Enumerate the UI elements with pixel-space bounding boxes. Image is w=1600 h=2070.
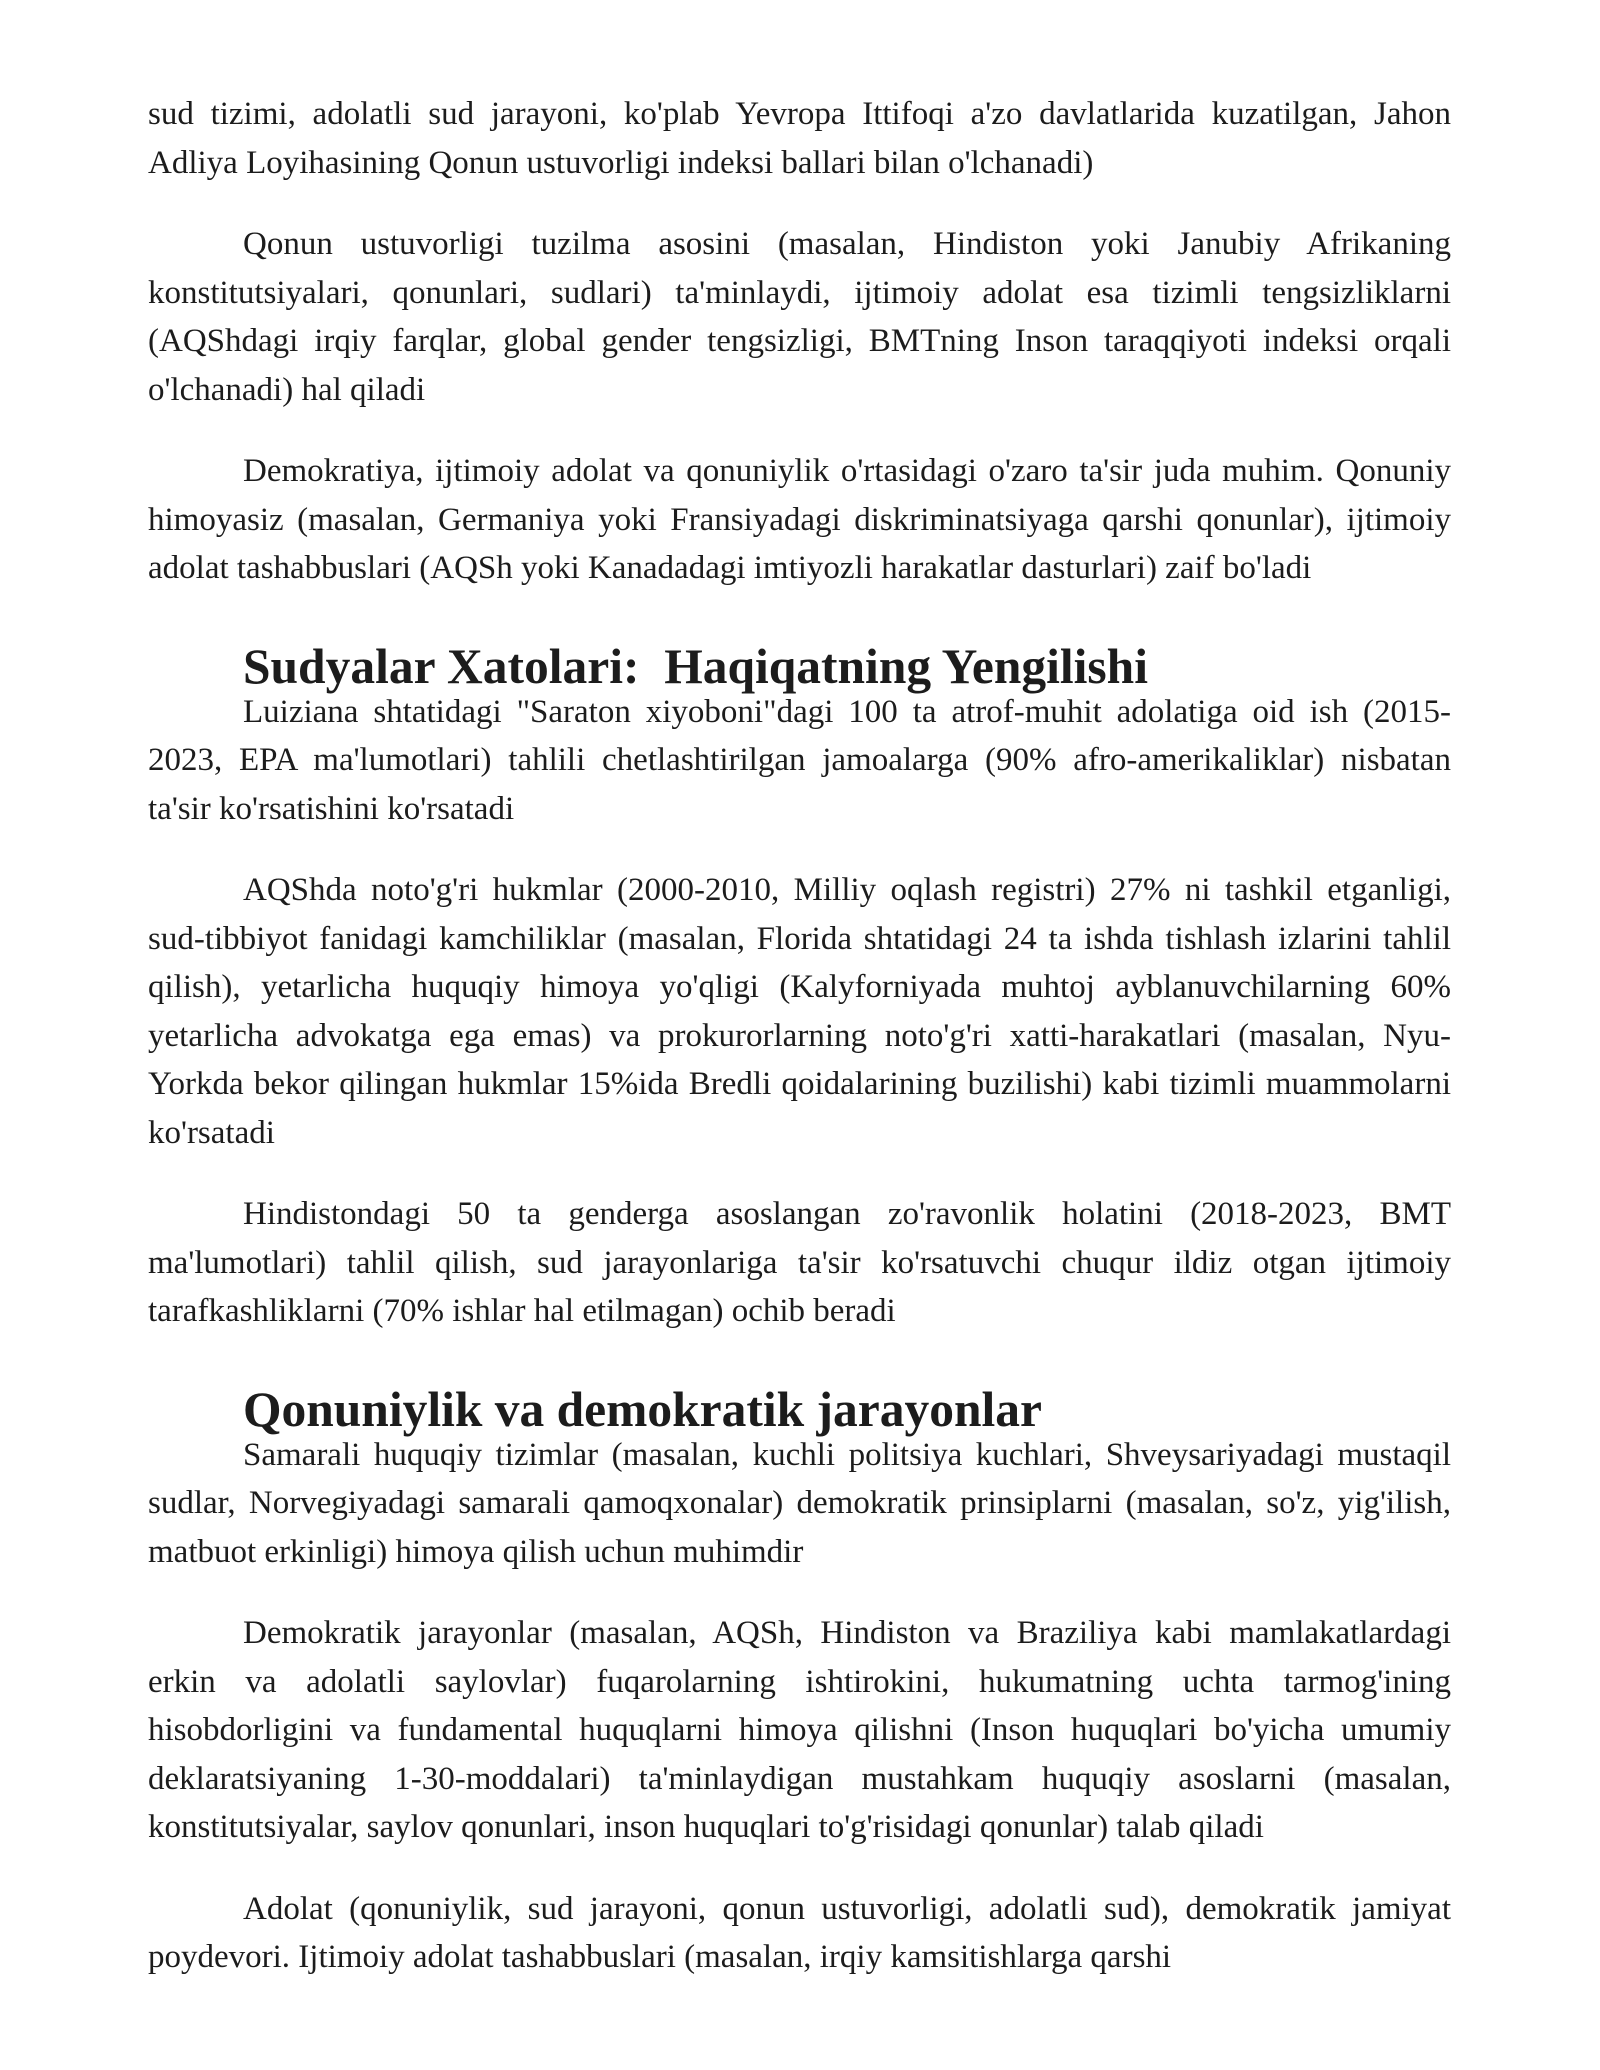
body-paragraph: Adolat (qonuniylik, sud jarayoni, qonun ustuvorligi, adolatli sud), demokratik jamiyat poydevori. Ijtimoiy adolat tashabbuslari (masalan, irqiy kamsitishlarga qarshi [148, 1890, 1451, 1975]
section-heading: Qonuniylik va demokratik jarayonlar [243, 1381, 1042, 1437]
body-paragraph: Hindistondagi 50 ta genderga asoslangan zo'ravonlik holatini (2018-2023, BMT ma'lumotlari) tahlil qilish, sud jarayonlariga ta'sir ko'rsatuvchi chuqur ildiz otgan ijtimoiy tarafkashliklarni (70% ishlar hal etilmagan) ochib beradi [148, 1196, 1451, 1329]
body-paragraph: Demokratiya, ijtimoiy adolat va qonuniylik o'rtasidagi o'zaro ta'sir juda muhim. Qonuniy himoyasiz (masalan, Germaniya yoki Fransiyadagi diskriminatsiyaga qarshi qonunlar), ijtimoiy adolat tashabbuslari (AQSh yoki Kanadadagi imtiyozli harakatlar dasturlari) zaif bo'ladi [148, 453, 1451, 586]
body-paragraph: Samarali huquqiy tizimlar (masalan, kuchli politsiya kuchlari, Shveysariyadagi mustaqil sudlar, Norvegiyadagi samarali qamoqxonalar) demokratik prinsiplarni (masalan, so'z, yig'ilish, matbuot erkinligi) himoya qilish uchun muhimdir [148, 1436, 1451, 1570]
body-paragraph: sud tizimi, adolatli sud jarayoni, ko'plab Yevropa Ittifoqi a'zo davlatlarida kuzatilgan, Jahon Adliya Loyihasining Qonun ustuvorligi indeksi ballari bilan o'lchanadi) [148, 96, 1451, 181]
section-heading: Sudyalar Xatolari: Haqiqatning Yengilishi [243, 638, 1148, 694]
body-paragraph: AQShda noto'g'ri hukmlar (2000-2010, Milliy oqlash registri) 27% ni tashkil etganligi, sud-tibbiyot fanidagi kamchiliklar (masalan, Florida shtatidagi 24 ta ishda tishlash izlarini tahlil qilish), yetarlicha huquqiy himoya yo'qligi (Kalyforniyada muhtoj ayblanuvchilarning 60% yetarlicha advokatga ega emas) va prokurorlarning noto'g'ri xatti-harakatlari (masalan, Nyu-Yorkda bekor qilingan hukmlar 15%ida Bredli qoidalarining buzilishi) kabi tizimli muammolarni ko'rsatadi [148, 872, 1451, 1151]
section-judicial-errors [148, 638, 1451, 1336]
body-paragraph: Qonun ustuvorligi tuzilma asosini (masalan, Hindiston yoki Janubiy Afrikaning konstitutsiyalari, qonunlari, sudlari) ta'minlaydi, ijtimoiy adolat esa tizimli tengsizliklarni (AQShdagi irqiy farqlar, global gender tengsizligi, BMTning Inson taraqqiyoti indeksi orqali o'lchanadi) hal qiladi [148, 226, 1451, 408]
section-legality-democracy [148, 1381, 1451, 1982]
body-paragraph: Luiziana shtatidagi "Saraton xiyoboni"dagi 100 ta atrof-muhit adolatiga oid ish (2015-2023, EPA ma'lumotlari) tahlili chetlashtirilgan jamoalarga (90% afro-amerikaliklar) nisbatan ta'sir ko'rsatishini ko'rsatadi [148, 693, 1451, 827]
document-page [148, 90, 1451, 1982]
body-paragraph: Demokratik jarayonlar (masalan, AQSh, Hindiston va Braziliya kabi mamlakatlardagi erkin va adolatli saylovlar) fuqarolarning ishtirokini, hukumatning uchta tarmog'ining hisobdorligini va fundamental huquqlarni himoya qilishni (Inson huquqlari bo'yicha umumiy deklaratsiyaning 1-30-moddalari) ta'minlaydigan mustahkam huquqiy asoslarni (masalan, konstitutsiyalar, saylov qonunlari, inson huquqlari to'g'risidagi qonunlar) talab qiladi [148, 1615, 1451, 1845]
